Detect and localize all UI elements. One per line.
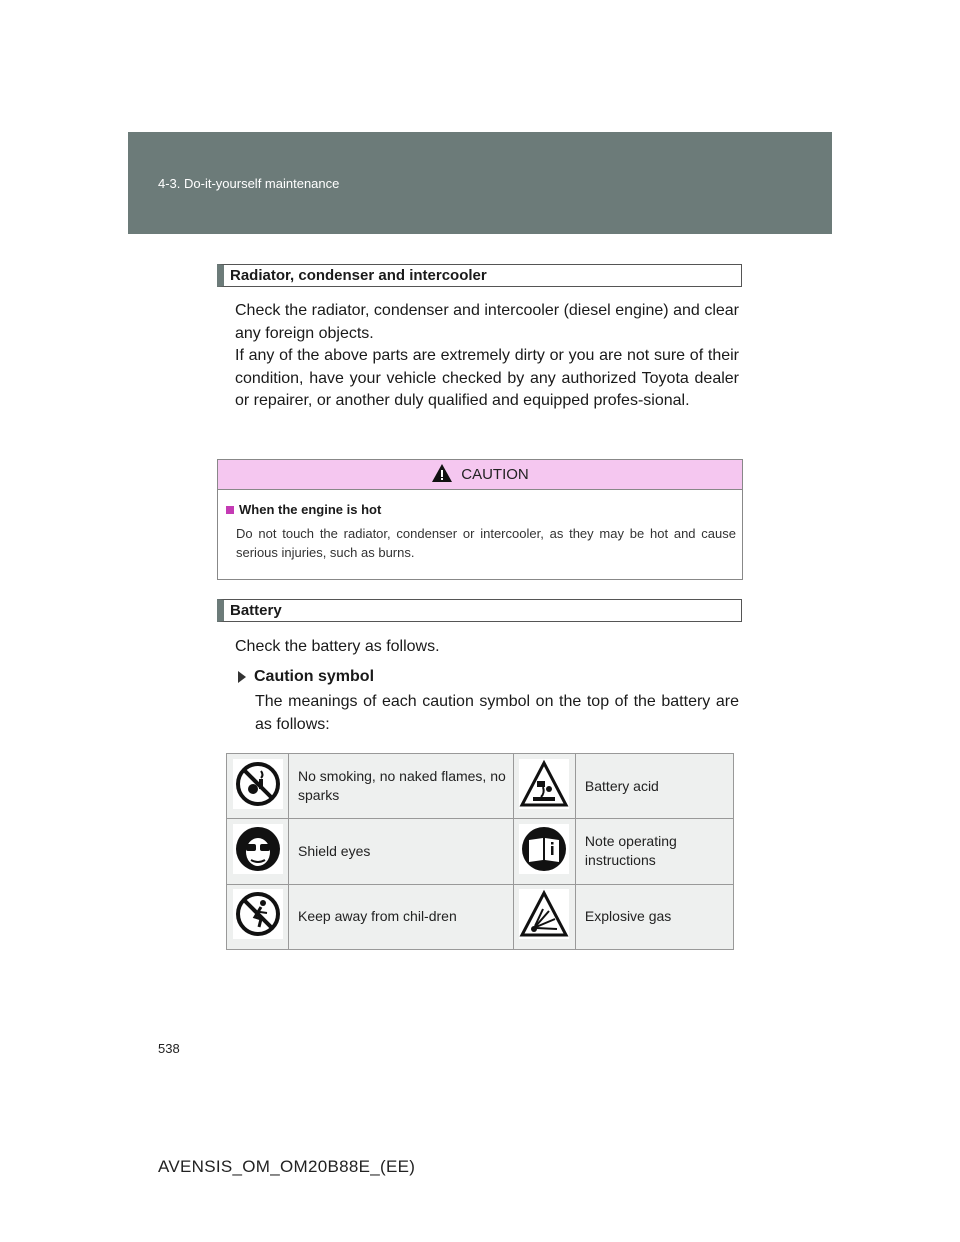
keep-away-children-icon — [233, 889, 283, 939]
square-bullet-icon — [226, 506, 234, 514]
symbol-label-operating-instructions: Note operating instructions — [575, 819, 733, 884]
caution-subheading-text: When the engine is hot — [239, 502, 382, 517]
section-breadcrumb: 4-3. Do-it-yourself maintenance — [158, 176, 340, 191]
symbol-label-no-smoking: No smoking, no naked flames, no sparks — [289, 754, 514, 819]
table-row — [227, 819, 734, 884]
symbol-label-battery-acid: Battery acid — [575, 754, 733, 819]
symbol-label-shield-eyes: Shield eyes — [289, 819, 514, 884]
caution-symbol-table — [226, 753, 734, 950]
radiator-paragraph: Check the radiator, condenser and intercooler (diesel engine) and clear any foreign objects. — [235, 302, 739, 342]
explosive-gas-icon — [519, 889, 569, 939]
caution-box — [217, 459, 743, 580]
triangle-bullet-icon — [238, 671, 246, 683]
battery-heading: Battery — [217, 599, 742, 622]
caution-symbol-heading-text: Caution symbol — [254, 668, 375, 685]
caution-symbol-text: The meanings of each caution symbol on the top of the battery are as follows: — [255, 693, 739, 733]
page-number: 538 — [158, 1041, 180, 1056]
battery-intro: Check the battery as follows. — [235, 638, 440, 655]
footer-document-code: AVENSIS_OM_OM20B88E_(EE) — [158, 1157, 416, 1176]
caution-subheading — [226, 502, 736, 517]
caution-text: Do not touch the radiator, condenser or intercooler, as they may be hot and cause serious injuries, such as burns. — [236, 526, 736, 560]
caution-symbol-heading — [238, 668, 374, 686]
caution-header — [218, 460, 742, 490]
warning-icon — [431, 463, 453, 487]
radiator-heading: Radiator, condenser and intercooler — [217, 264, 742, 287]
radiator-paragraph-2: If any of the above parts are extremely dirty or you are not sure of their condition, have your vehicle checked by any authorized Toyota dealer or repairer, or another duly qualified and equipped profes-sional. — [235, 347, 739, 409]
operating-instructions-icon — [519, 824, 569, 874]
table-row — [227, 884, 734, 949]
symbol-label-keep-away-children: Keep away from chil-dren — [289, 884, 514, 949]
shield-eyes-icon — [233, 824, 283, 874]
caution-title: CAUTION — [461, 466, 529, 483]
no-smoking-icon — [233, 759, 283, 809]
table-row — [227, 754, 734, 819]
battery-acid-icon — [519, 759, 569, 809]
symbol-label-explosive-gas: Explosive gas — [575, 884, 733, 949]
